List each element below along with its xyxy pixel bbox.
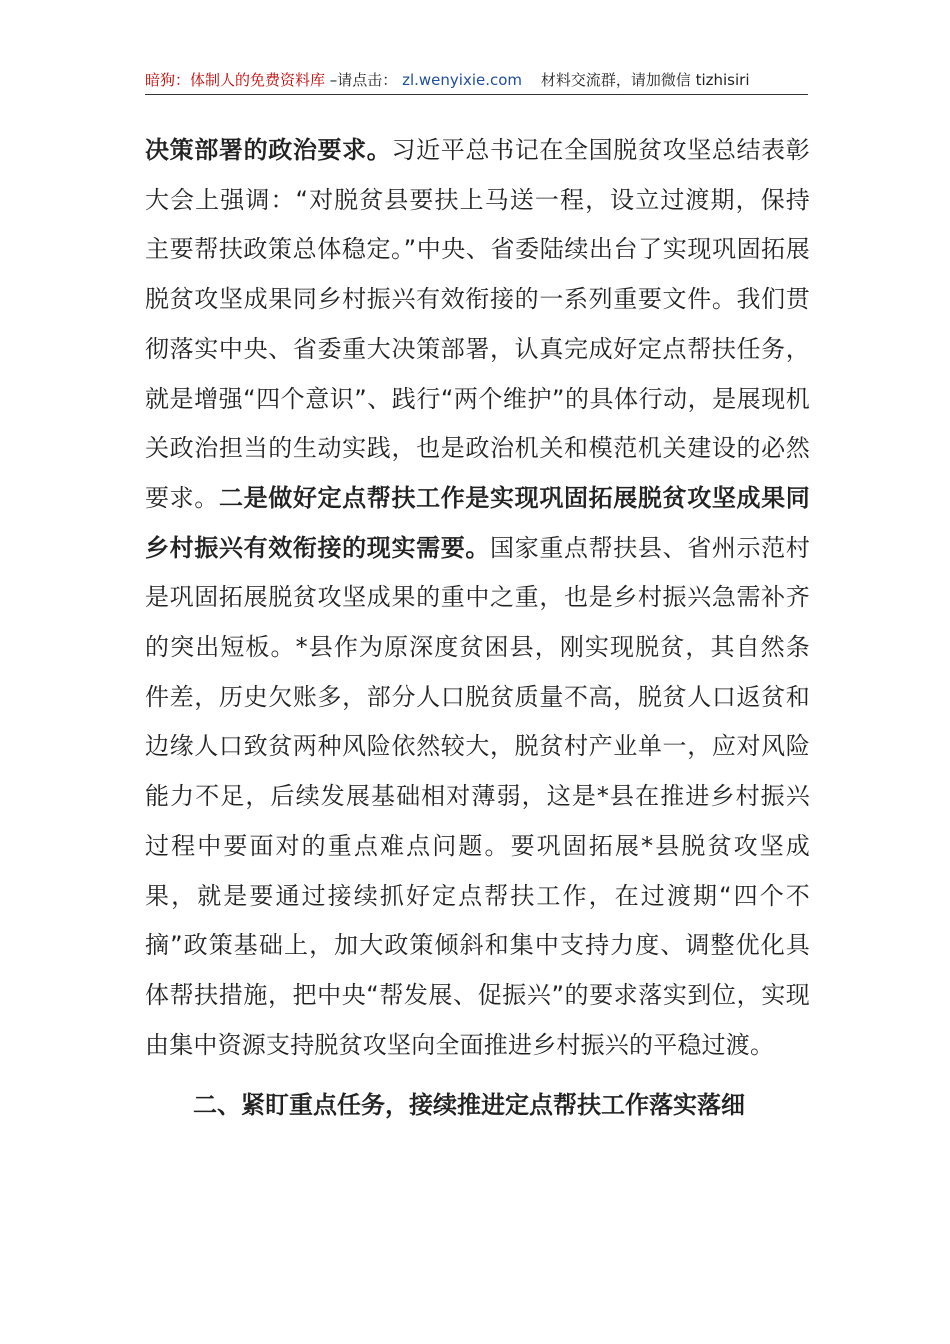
header-url-link[interactable]: zl.wenyixie.com	[402, 71, 523, 89]
header-wechat-note: 材料交流群，请加微信 tizhisiri	[540, 71, 750, 89]
page-header	[145, 68, 808, 92]
paragraph-text-2: 国家重点帮扶县、省州示范村是巩固拓展脱贫攻坚成果的重中之重，也是乡村振兴急需补齐的突出短板。*县作为原深度贫困县，刚实现脱贫，其自然条件差，历史欠账多，部分人口脱贫质量不高，脱贫人口返贫和边缘人口致贫两种风险依然较大，脱贫村产业单一，应对风险能力不足，后续发展基础相对薄弱，这是*县在推进乡村振兴过程中要面对的重点难点问题。要巩固拓展*县脱贫攻坚成果，就是要通过接续抓好定点帮扶工作，在过渡期“四个不摘”政策基础上，加大政策倾斜和集中支持力度、调整优化具体帮扶措施，把中央“帮发展、促振兴”的要求落实到位，实现由集中资源支持脱贫攻坚向全面推进乡村振兴的平稳过渡。	[145, 533, 810, 1059]
header-divider	[145, 94, 808, 95]
header-click-prefix: –请点击：	[329, 71, 398, 89]
body-paragraph	[145, 126, 810, 1070]
section-heading: 二、紧盯重点任务，接续推进定点帮扶工作落实落细	[193, 1091, 745, 1119]
bold-lead-1: 决策部署的政治要求。	[145, 136, 392, 164]
paragraph-text-1: 习近平总书记在全国脱贫攻坚总结表彰大会上强调：“对脱贫县要扶上马送一程，设立过渡期，保持主要帮扶政策总体稳定。”中央、省委陆续出台了实现巩固拓展脱贫攻坚成果同乡村振兴有效衔接的一系列重要文件。我们贯彻落实中央、省委重大决策部署，认真完成好定点帮扶任务，就是增强“四个意识”、践行“两个维护”的具体行动，是展现机关政治担当的生动实践，也是政治机关和模范机关建设的必然要求。	[145, 136, 811, 512]
bold-lead-2: 二是做好定点帮扶工作是实现巩固拓展脱贫攻坚成果同乡村振兴有效衔接的现实需要。	[145, 483, 810, 562]
header-site-name: 暗狗：体制人的免费资料库	[145, 71, 326, 89]
